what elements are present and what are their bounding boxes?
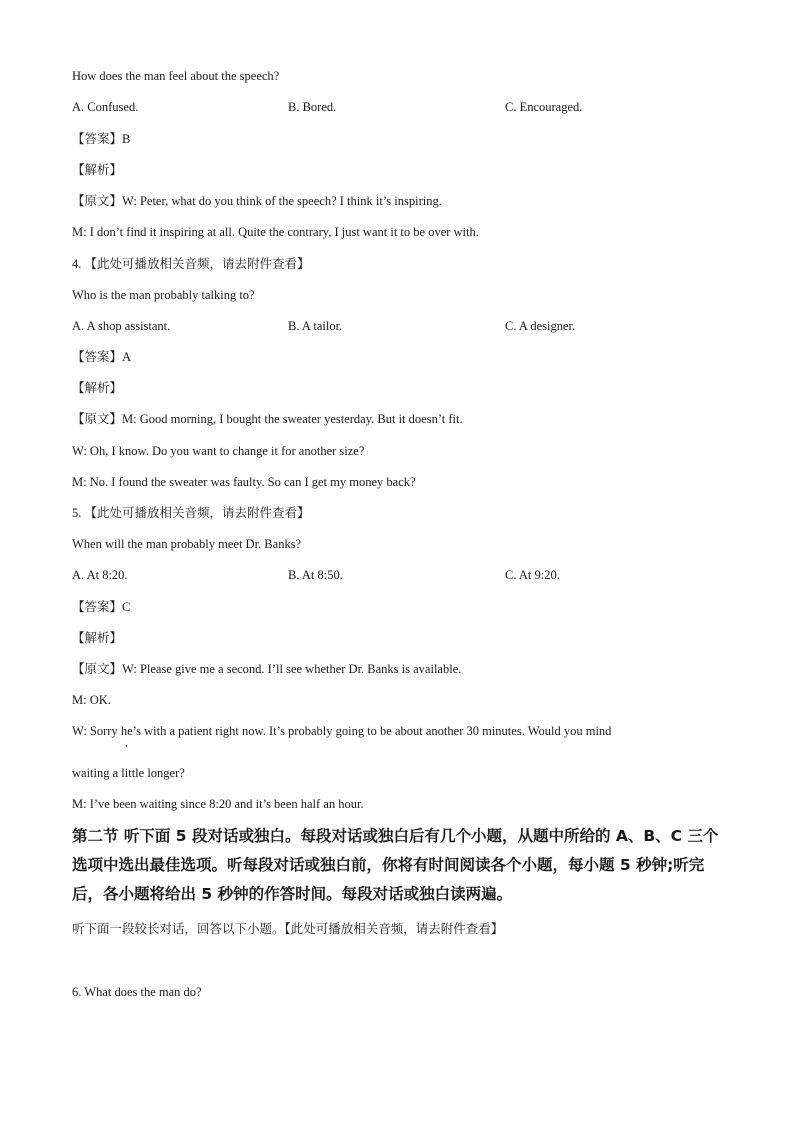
section-instruction: 听下面一段较长对话，回答以下小题。【此处可播放相关音频，请去附件查看】 xyxy=(72,921,504,936)
q4-header xyxy=(72,256,310,272)
stray-comma: , xyxy=(125,737,128,749)
q3-question: How does the man feel about the speech? xyxy=(72,69,280,83)
q5-option-a: A. At 8:20. xyxy=(72,568,128,582)
q3-option-c: C. Encouraged. xyxy=(505,100,583,114)
question-number: 5. xyxy=(72,506,82,520)
q4-transcript-line xyxy=(72,411,463,427)
q5-transcript-line: W: Sorry he’s with a patient right now. It’s probably going to be about another 30 minutes. Would you mind xyxy=(72,724,612,738)
q5-option-c: C. At 9:20. xyxy=(505,568,560,582)
answer-value: A xyxy=(122,350,132,364)
transcript-text: W: Please give me a second. I’ll see whether Dr. Banks is available. xyxy=(122,662,462,676)
q4-question: Who is the man probably talking to? xyxy=(72,288,255,302)
answer-value: B xyxy=(122,132,131,146)
section-heading: 第二节 听下面 5 段对话或独白。每段对话或独白后有几个小题，从题中所给的 A、B、C 三个选项中选出最佳选项。听每段对话或独白前，你将有时间阅读各个小题，每小题 5 秒钟;听完后，各小题将给出 5 秒钟的作答时间。每段对话或独白读两遍。 xyxy=(72,827,719,903)
answer-tag: 【答案】 xyxy=(72,599,123,614)
q4-analysis-tag: 【解析】 xyxy=(72,380,123,395)
q3-option-a: A. Confused. xyxy=(72,100,139,114)
q4-option-c: C. A designer. xyxy=(505,319,576,333)
q3-option-b: B. Bored. xyxy=(288,100,337,114)
source-tag: 【原文】 xyxy=(72,193,123,208)
audio-note[interactable]: 【此处可播放相关音频，请去附件查看】 xyxy=(84,505,310,520)
source-tag: 【原文】 xyxy=(72,411,123,426)
transcript-text: M: Good morning, I bought the sweater yesterday. But it doesn’t fit. xyxy=(122,412,463,426)
q4-transcript-line: M: No. I found the sweater was faulty. So can I get my money back? xyxy=(72,475,416,489)
answer-tag: 【答案】 xyxy=(72,349,123,364)
q3-answer xyxy=(72,131,130,147)
question-number: 4. xyxy=(72,257,82,271)
q5-transcript-line: M: OK. xyxy=(72,693,111,707)
q4-option-b: B. A tailor. xyxy=(288,319,343,333)
q3-analysis-tag: 【解析】 xyxy=(72,162,123,177)
answer-tag: 【答案】 xyxy=(72,131,123,146)
q4-transcript-line: W: Oh, I know. Do you want to change it for another size? xyxy=(72,444,365,458)
q5-question: When will the man probably meet Dr. Banks? xyxy=(72,537,302,551)
q5-transcript-line: waiting a little longer? xyxy=(72,766,185,780)
answer-value: C xyxy=(122,600,131,614)
transcript-text: W: Peter, what do you think of the speech? I think it’s inspiring. xyxy=(122,194,442,208)
source-tag: 【原文】 xyxy=(72,661,123,676)
q3-transcript-line xyxy=(72,193,442,209)
q6-question: 6. What does the man do? xyxy=(72,985,202,999)
audio-note[interactable]: 【此处可播放相关音频，请去附件查看】 xyxy=(84,256,310,271)
q5-transcript-line xyxy=(72,661,461,677)
q5-transcript-line: M: I’ve been waiting since 8:20 and it’s been half an hour. xyxy=(72,797,364,811)
q5-option-b: B. At 8:50. xyxy=(288,568,343,582)
q5-answer xyxy=(72,599,130,615)
q4-answer xyxy=(72,349,131,365)
q4-option-a: A. A shop assistant. xyxy=(72,319,171,333)
q5-header xyxy=(72,505,310,521)
q3-transcript-line: M: I don’t find it inspiring at all. Quite the contrary, I just want it to be over with. xyxy=(72,225,479,239)
q5-analysis-tag: 【解析】 xyxy=(72,630,123,645)
